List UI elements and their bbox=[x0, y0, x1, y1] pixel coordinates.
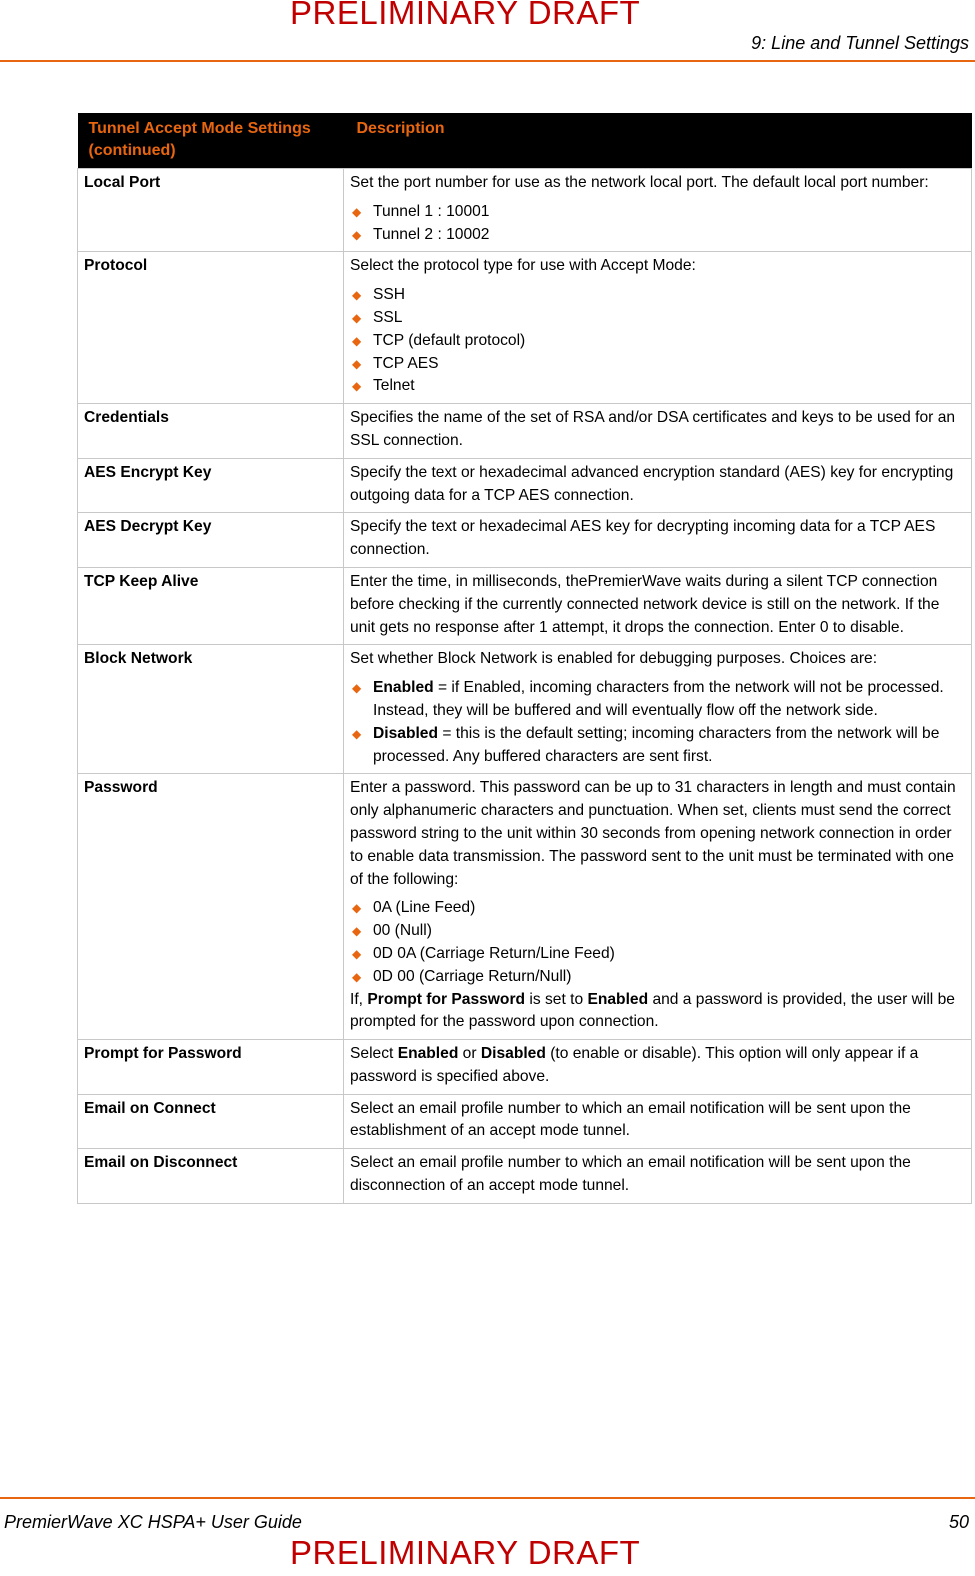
list-item: ◆ TCP (default protocol) bbox=[352, 331, 526, 349]
table-row bbox=[78, 252, 972, 404]
list-item: ◆ TCP AES bbox=[352, 354, 439, 372]
setting-name: Prompt for Password bbox=[78, 1040, 344, 1095]
table-row bbox=[78, 404, 972, 459]
table-row bbox=[78, 645, 972, 774]
chapter-title: 9: Line and Tunnel Settings bbox=[751, 33, 969, 53]
table-row bbox=[78, 169, 972, 252]
table-row bbox=[78, 1040, 972, 1095]
setting-name: AES Encrypt Key bbox=[78, 458, 344, 513]
description-text: Set whether Block Network is enabled for debugging purposes. Choices are: bbox=[350, 650, 878, 668]
bullet-list bbox=[350, 677, 965, 768]
list-item: ◆ 0D 0A (Carriage Return/Line Feed) bbox=[352, 944, 615, 962]
list-item: ◆ 0A (Line Feed) bbox=[352, 899, 476, 917]
description-text: Select Enabled or Disabled (to enable or disable). This option will only appear if a password is specified above. bbox=[350, 1045, 919, 1085]
diamond-bullet-icon: ◆ bbox=[352, 379, 362, 394]
setting-description bbox=[344, 1094, 972, 1149]
table-row bbox=[78, 774, 972, 1040]
setting-description bbox=[344, 404, 972, 459]
setting-name: TCP Keep Alive bbox=[78, 567, 344, 644]
diamond-bullet-icon: ◆ bbox=[352, 356, 362, 371]
description-text: Specifies the name of the set of RSA and/or DSA certificates and keys to be used for an SSL connection. bbox=[350, 409, 956, 449]
bullet-list bbox=[350, 284, 965, 398]
list-item: ◆ 00 (Null) bbox=[352, 922, 432, 940]
list-item: ◆ 0D 00 (Carriage Return/Null) bbox=[352, 967, 572, 985]
table-header-row bbox=[78, 113, 972, 169]
description-text: Set the port number for use as the network local port. The default local port number: bbox=[350, 174, 929, 191]
setting-name: Credentials bbox=[78, 404, 344, 459]
setting-name: AES Decrypt Key bbox=[78, 513, 344, 568]
diamond-bullet-icon: ◆ bbox=[352, 901, 362, 916]
diamond-bullet-icon: ◆ bbox=[352, 726, 362, 741]
list-item: ◆ Tunnel 1 : 10001 bbox=[352, 202, 490, 220]
list-item: ◆ Telnet bbox=[352, 377, 415, 395]
table-row bbox=[78, 567, 972, 644]
setting-description bbox=[344, 1149, 972, 1204]
setting-description bbox=[344, 567, 972, 644]
setting-description bbox=[344, 513, 972, 568]
diamond-bullet-icon: ◆ bbox=[352, 310, 362, 325]
column-header-description: Description bbox=[344, 113, 972, 169]
description-note: If, Prompt for Password is set to Enabled and a password is provided, the user will be prompted for the password upon connection. bbox=[350, 990, 955, 1031]
diamond-bullet-icon: ◆ bbox=[352, 946, 362, 961]
table-row bbox=[78, 1094, 972, 1149]
setting-name: Protocol bbox=[78, 252, 344, 404]
description-text: Enter the time, in milliseconds, thePremierWave waits during a silent TCP connection before checking if the currently connected network device is still on the network. If the unit gets no response after 1 attempt, it drops the connection. Enter 0 to disable. bbox=[350, 572, 940, 636]
setting-name: Local Port bbox=[78, 169, 344, 252]
description-text: Specify the text or hexadecimal advanced encryption standard (AES) key for encrypting outgoing data for a TCP AES connection. bbox=[350, 463, 954, 504]
description-text: Specify the text or hexadecimal AES key for decrypting incoming data for a TCP AES connection. bbox=[350, 518, 936, 559]
diamond-bullet-icon: ◆ bbox=[352, 969, 362, 984]
setting-description bbox=[344, 458, 972, 513]
setting-description bbox=[344, 169, 972, 252]
page-number: 50 bbox=[948, 1512, 969, 1532]
description-text: Select the protocol type for use with Accept Mode: bbox=[350, 257, 696, 275]
setting-name: Email on Connect bbox=[78, 1094, 344, 1149]
header-rule bbox=[0, 60, 975, 62]
bullet-list bbox=[350, 897, 965, 988]
setting-description bbox=[344, 645, 972, 774]
list-item: ◆ Tunnel 2 : 10002 bbox=[352, 225, 490, 243]
setting-description bbox=[344, 252, 972, 404]
diamond-bullet-icon: ◆ bbox=[352, 288, 362, 303]
description-text: Select an email profile number to which an email notification will be sent upon the establishment of an accept mode tunnel. bbox=[350, 1099, 911, 1140]
list-item: ◆ SSL bbox=[352, 308, 403, 326]
setting-description bbox=[344, 1040, 972, 1095]
diamond-bullet-icon: ◆ bbox=[352, 681, 362, 696]
watermark-top: PRELIMINARY DRAFT bbox=[290, 0, 641, 31]
setting-name: Email on Disconnect bbox=[78, 1149, 344, 1204]
column-header-setting: Tunnel Accept Mode Settings (continued) bbox=[78, 113, 344, 169]
watermark-bottom: PRELIMINARY DRAFT bbox=[290, 1534, 641, 1571]
footer-title: PremierWave XC HSPA+ User Guide bbox=[4, 1512, 302, 1532]
list-item: ◆ Enabled = if Enabled, incoming characters from the network will not be processed. Instead, they will be buffered and will eventually flow off the network side. bbox=[352, 679, 944, 719]
setting-description bbox=[344, 774, 972, 1040]
table-row bbox=[78, 458, 972, 513]
table-row bbox=[78, 513, 972, 568]
description-text: Select an email profile number to which an email notification will be sent upon the disconnection of an accept mode tunnel. bbox=[350, 1154, 911, 1195]
description-text: Enter a password. This password can be up to 31 characters in length and must contain only alphanumeric characters and punctuation. When set, clients must send the correct password string to the unit within 30 seconds from opening network connection in order to enable data transmission. The password sent to the unit must be terminated with one of the following: bbox=[350, 779, 956, 888]
list-item: ◆ SSH bbox=[352, 286, 406, 304]
bullet-list bbox=[350, 201, 965, 247]
setting-name: Block Network bbox=[78, 645, 344, 774]
diamond-bullet-icon: ◆ bbox=[352, 333, 362, 348]
footer-rule bbox=[0, 1497, 975, 1499]
diamond-bullet-icon: ◆ bbox=[352, 924, 362, 939]
list-item: ◆ Disabled = this is the default setting; incoming characters from the network will be processed. Any buffered characters are sent first. bbox=[352, 724, 940, 765]
diamond-bullet-icon: ◆ bbox=[352, 227, 362, 242]
setting-name: Password bbox=[78, 774, 344, 1040]
settings-table bbox=[77, 113, 972, 1204]
diamond-bullet-icon: ◆ bbox=[352, 204, 362, 219]
table-row bbox=[78, 1149, 972, 1204]
